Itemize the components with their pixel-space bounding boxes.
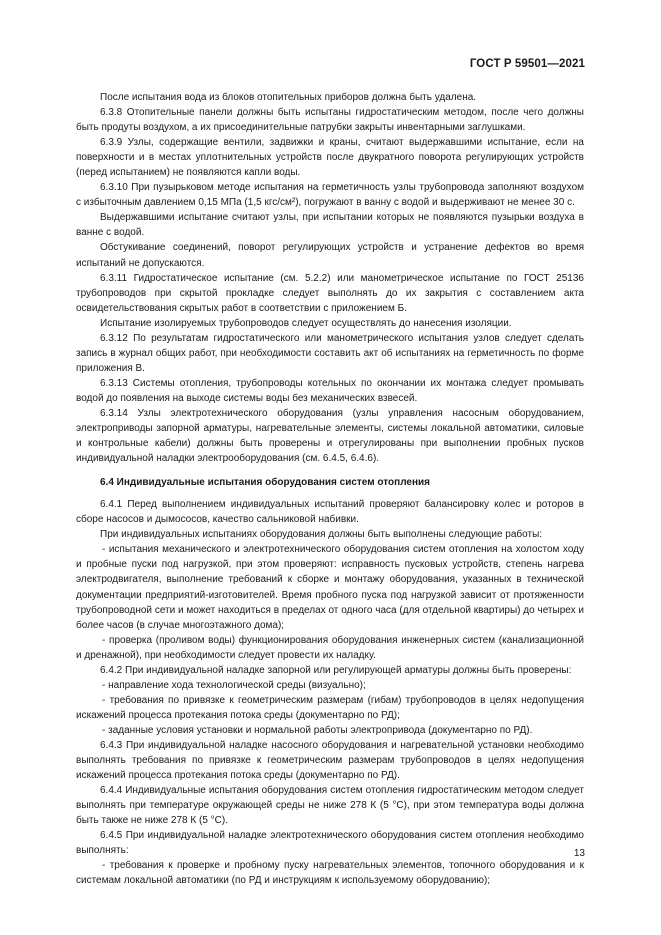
list-item: - требования к проверке и пробному пуску нагревательных элементов, топочного оборудования и к системам локальной автоматики (по РД и инструкциям к используемому оборудованию);	[76, 860, 584, 887]
document-standard-id: ГОСТ Р 59501—2021	[469, 58, 585, 70]
paragraph: Выдержавшими испытание считают узлы, при испытании которых не появляются пузырьки воздуха в ванне с водой.	[76, 212, 584, 239]
paragraph: Обстукивание соединений, поворот регулирующих устройств и устранение дефектов во время испытаний не допускаются.	[76, 242, 584, 269]
paragraph: 6.3.14 Узлы электротехнического оборудования (узлы управления насосным оборудованием, электроприводы запорной арматуры, нагревательные элементы, системы локальной автоматики, силовые и контрольные кабели) должны быть проверены и отрегулированы при выполнении пробных пусков индивидуальной наладки электрооборудования (см. 6.4.5, 6.4.6).	[76, 407, 584, 465]
paragraph: 6.4.3 При индивидуальной наладке насосного оборудования и нагревательной установки необходимо выполнять требования по привязке к геометрическим размерам трубопроводов в целях недопущения искажений процесса протекания потока среды (документарно по РД).	[76, 739, 584, 782]
paragraph: 6.3.8 Отопительные панели должны быть испытаны гидростатическим методом, после чего должны быть продуты воздухом, а их присоединительные патрубки закрыты инвентарными заглушками.	[76, 107, 584, 134]
paragraph: 6.4.5 При индивидуальной наладке электротехнического оборудования систем отопления необходимо выполнять:	[76, 830, 584, 857]
paragraph: 6.3.13 Системы отопления, трубопроводы котельных по окончании их монтажа следует промывать водой до появления на выходе системы воды без механических взвесей.	[76, 377, 584, 404]
paragraph: После испытания вода из блоков отопительных приборов должна быть удалена.	[100, 92, 477, 103]
paragraph: 6.3.9 Узлы, содержащие вентили, задвижки и краны, считают выдержавшими испытание, если на поверхности и в местах уплотнительных устройств после двукратного поворота регулирующих устройств (перед испытанием) не появляются капли воды.	[76, 137, 584, 179]
section-heading: 6.4 Индивидуальные испытания оборудования систем отопления	[100, 477, 430, 489]
list-item: - испытания механического и электротехнического оборудования систем отопления на холостом ходу и пробные пуски под нагрузкой, при этом проверяют: исправность пусковых устройств, степень нагрева электродвигателя, выполнение требований к сборке и монтажу оборудования, указанных в технической документации предприятий-изготовителей. Время пробного пуска под нагрузкой зависит от протяженности трубопроводной сети и может находиться в пределах от одного часа (для отдельной квартиры) до четырех и более часов (в случае многоэтажного дома);	[76, 544, 584, 631]
list-item: - проверка (проливом воды) функционирования оборудования инженерных систем (канализационной и дренажной), при необходимости следует провести их наладку.	[76, 634, 584, 661]
paragraph: 6.3.12 По результатам гидростатического или манометрического испытания узлов следует сделать запись в журнал общих работ, при необходимости составить акт об испытаниях на герметичность по форме приложения В.	[76, 332, 584, 374]
paragraph: При индивидуальных испытаниях оборудования должны быть выполнены следующие работы:	[100, 529, 543, 541]
document-body	[76, 90, 584, 888]
paragraph: 6.3.10 При пузырьковом методе испытания на герметичность узлы трубопровода заполняют воздухом с избыточным давлением 0,15 МПа (1,5 кгс/см²), погружают в ванну с водой и выдерживают не менее 30 с.	[76, 182, 584, 209]
list-item: - направление хода технологической среды (визуально);	[102, 679, 366, 691]
paragraph: 6.4.4 Индивидуальные испытания оборудования систем отопления гидростатическим методом следует выполнять при температуре окружающей среды не ниже 278 К (5 °С), при этом температура воды должна быть также не ниже 278 К (5 °С).	[76, 785, 584, 827]
page-number: 13	[573, 848, 585, 859]
paragraph: Испытание изолируемых трубопроводов следует осуществлять до нанесения изоляции.	[100, 317, 512, 329]
paragraph: 6.4.1 Перед выполнением индивидуальных испытаний проверяют балансировку колес и роторов в сборе насосов и дымососов, качество сальниковой набивки.	[76, 499, 584, 526]
list-item: - заданные условия установки и нормальной работы электропривода (документарно по РД).	[102, 724, 533, 736]
list-item: - требования по привязке к геометрическим размерам (гибам) трубопроводов в целях недопущения искажений процесса протекания потока среды (документарно по РД);	[76, 694, 584, 721]
paragraph: 6.4.2 При индивидуальной наладке запорной или регулирующей арматуры должны быть проверены:	[100, 664, 572, 676]
paragraph: 6.3.11 Гидростатическое испытание (см. 5.2.2) или манометрическое испытание по ГОСТ 25136 трубопроводов при скрытой прокладке следует выполнять до их закрытия с составлением акта освидетельствования скрытых работ в соответствии с приложением Б.	[76, 272, 584, 314]
